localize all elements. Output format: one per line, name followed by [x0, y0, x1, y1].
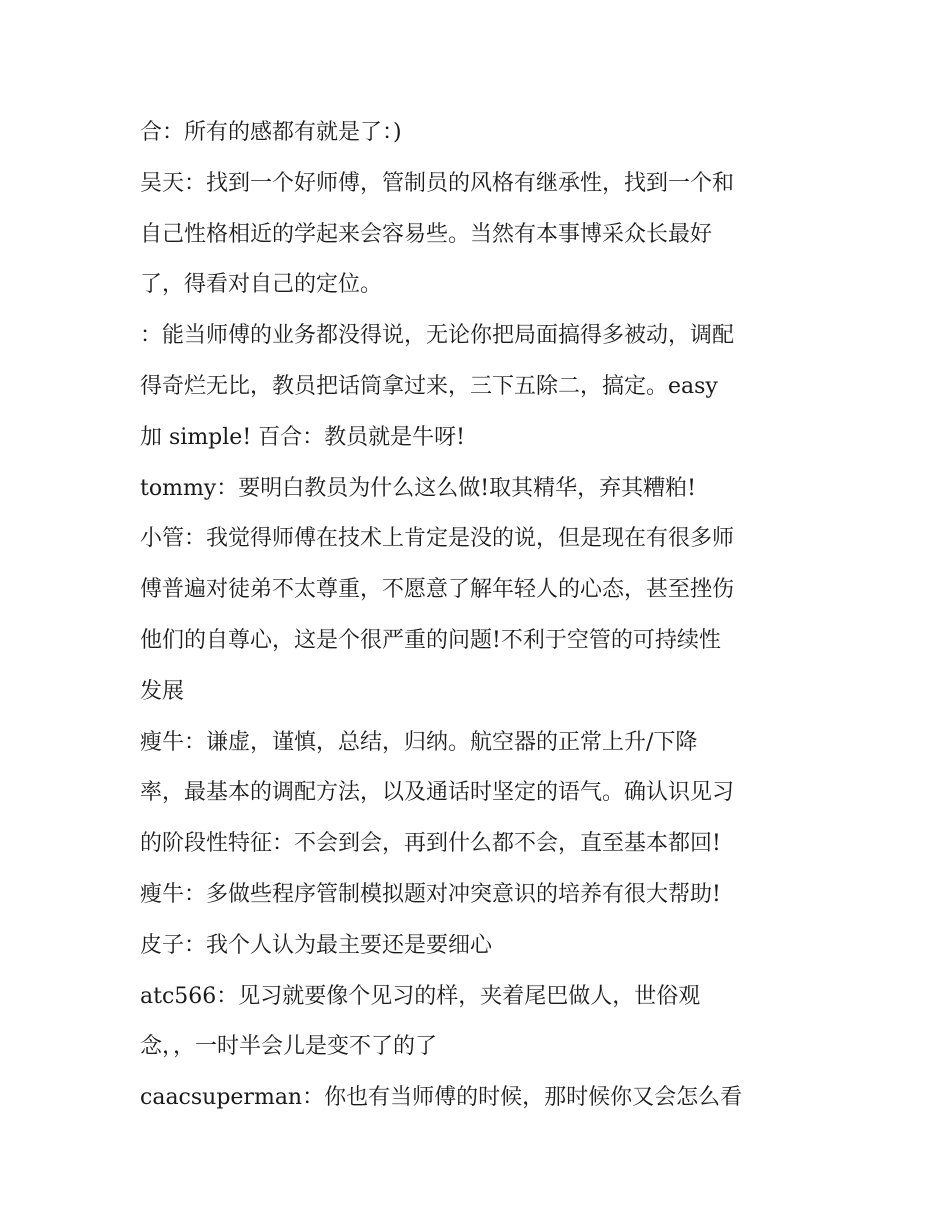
text-line: tommy：要明白教员为什么这么做!取其精华，弃其糟粕!	[140, 475, 696, 501]
text-line: 小管：我觉得师傅在技术上肯定是没的说，但是现在有很多师	[140, 526, 735, 552]
text-line: 念，，一时半会儿是变不了的了	[140, 1034, 438, 1060]
text-line: 瘦牛：谦虚，谨慎，总结，归纳。航空器的正常上升/下降	[140, 729, 698, 755]
text-line: 吴天：找到一个好师傅，管制员的风格有继承性，找到一个和	[140, 170, 735, 196]
text-line: 他们的自尊心，这是个很严重的问题!不利于空管的可持续性	[140, 627, 721, 653]
text-line: 了，得看对自己的定位。	[140, 272, 383, 298]
text-line: 皮子：我个人认为最主要还是要细心	[140, 932, 493, 958]
text-line: caacsuperman：你也有当师傅的时候，那时候你又会怎么看	[140, 1085, 743, 1111]
text-line: 率，最基本的调配方法，以及通话时坚定的语气。确认识见习	[140, 780, 735, 806]
text-line: ：能当师傅的业务都没得说，无论你把局面搞得多被动，调配	[140, 323, 735, 349]
text-line: 傅普遍对徒弟不太尊重，不愿意了解年轻人的心态，甚至挫伤	[140, 577, 735, 603]
text-line: 自己性格相近的学起来会容易些。当然有本事博采众长最好	[140, 221, 713, 247]
text-line: 发展	[140, 678, 185, 704]
text-line: 合：所有的感都有就是了：)	[140, 120, 402, 145]
text-line: 加 simple! 百合：教员就是牛呀!	[140, 424, 465, 450]
text-line: atc566：见习就要像个见习的样，夹着尾巴做人，世俗观	[140, 983, 701, 1009]
text-line: 瘦牛：多做些程序管制模拟题对冲突意识的培养有很大帮助!	[140, 881, 721, 907]
body-text	[140, 108, 820, 1124]
text-line: 的阶段性特征：不会到会，再到什么都不会，直至基本都回!	[140, 831, 721, 857]
text-line: 得奇烂无比，教员把话筒拿过来，三下五除二，搞定。easy	[140, 373, 718, 399]
